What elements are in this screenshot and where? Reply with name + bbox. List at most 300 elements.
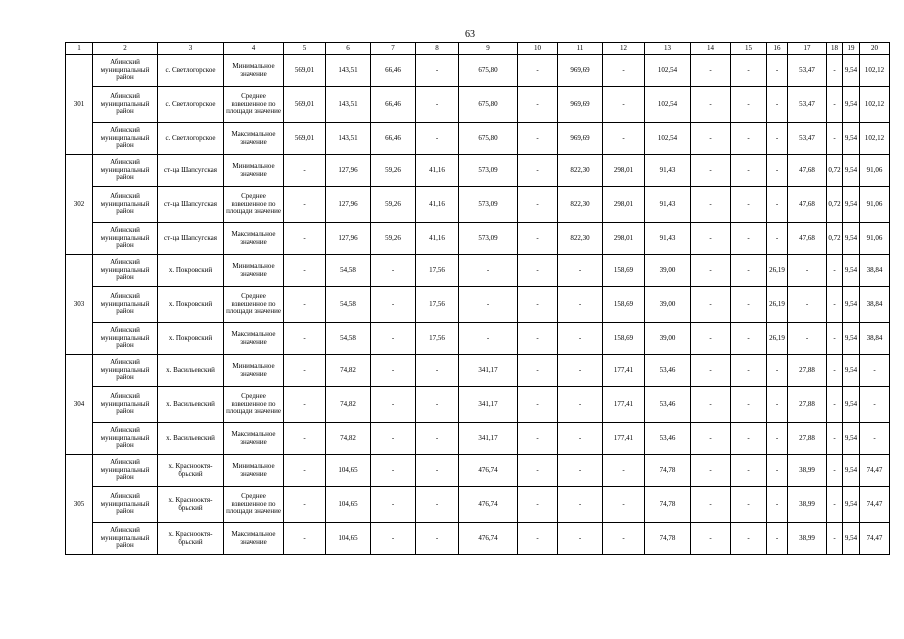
table-cell: -: [518, 187, 558, 223]
table-cell: -: [371, 455, 416, 487]
table-cell: х. Краснооктя-брьский: [158, 523, 224, 555]
table-cell: -: [416, 87, 459, 123]
table-cell: -: [767, 87, 788, 123]
table-cell: -: [827, 287, 843, 323]
table-cell: -: [827, 323, 843, 355]
table-cell: -: [731, 123, 767, 155]
table-cell: 53,46: [645, 423, 691, 455]
table-cell: 822,30: [558, 155, 603, 187]
table-cell: -: [767, 123, 788, 155]
table-cell: -: [284, 487, 326, 523]
table-cell: -: [558, 455, 603, 487]
table-cell: 569,01: [284, 55, 326, 87]
table-cell: -: [416, 523, 459, 555]
table-cell: Абинский муниципальный район: [93, 487, 158, 523]
table-cell: 102,54: [645, 55, 691, 87]
table-cell: -: [691, 223, 731, 255]
table-cell: Абинский муниципальный район: [93, 355, 158, 387]
table-row: [66, 223, 890, 255]
column-number-cell: 11: [558, 43, 603, 55]
row-id-cell: 305: [66, 455, 93, 555]
table-cell: -: [691, 155, 731, 187]
table-cell: 573,09: [459, 155, 518, 187]
table-cell: 27,88: [788, 355, 827, 387]
table-cell: -: [371, 255, 416, 287]
table-cell: -: [416, 487, 459, 523]
table-cell: 74,78: [645, 487, 691, 523]
table-cell: 104,65: [326, 455, 371, 487]
table-cell: -: [731, 523, 767, 555]
table-cell: Абинский муниципальный район: [93, 323, 158, 355]
table-cell: -: [459, 255, 518, 287]
table-cell: 9,54: [843, 255, 860, 287]
table-cell: -: [284, 423, 326, 455]
table-cell: 573,09: [459, 223, 518, 255]
table-cell: -: [416, 423, 459, 455]
table-cell: -: [827, 455, 843, 487]
table-cell: -: [731, 287, 767, 323]
table-cell: х. Васильевский: [158, 423, 224, 455]
table-cell: -: [371, 323, 416, 355]
table-cell: -: [691, 487, 731, 523]
table-cell: 91,06: [860, 155, 890, 187]
table-cell: -: [767, 187, 788, 223]
table-cell: 74,78: [645, 523, 691, 555]
table-cell: 74,47: [860, 487, 890, 523]
table-cell: -: [731, 87, 767, 123]
table-cell: 341,17: [459, 387, 518, 423]
table-cell: 47,68: [788, 155, 827, 187]
table-cell: 41,16: [416, 223, 459, 255]
table-cell: ст-ца Шапсугская: [158, 187, 224, 223]
table-cell: -: [767, 423, 788, 455]
table-cell: -: [603, 455, 645, 487]
table-row: [66, 187, 890, 223]
table-cell: 9,54: [843, 187, 860, 223]
column-number-cell: 8: [416, 43, 459, 55]
table-cell: 9,54: [843, 155, 860, 187]
table-cell: с. Светлогорское: [158, 55, 224, 87]
table-cell: 38,84: [860, 323, 890, 355]
table-cell: -: [284, 223, 326, 255]
table-cell: 38,99: [788, 523, 827, 555]
table-cell: 102,54: [645, 123, 691, 155]
table-cell: -: [827, 123, 843, 155]
row-id-cell: 302: [66, 155, 93, 255]
table-cell: -: [558, 323, 603, 355]
table-cell: 38,99: [788, 487, 827, 523]
table-cell: -: [860, 355, 890, 387]
column-number-cell: 7: [371, 43, 416, 55]
column-number-cell: 12: [603, 43, 645, 55]
table-cell: 573,09: [459, 187, 518, 223]
table-cell: -: [371, 423, 416, 455]
table-cell: 9,54: [843, 223, 860, 255]
table-cell: -: [860, 387, 890, 423]
table-cell: -: [731, 323, 767, 355]
column-number-cell: 16: [767, 43, 788, 55]
table-cell: -: [558, 355, 603, 387]
table-cell: -: [518, 387, 558, 423]
table-cell: -: [788, 323, 827, 355]
table-cell: -: [518, 87, 558, 123]
table-cell: 0,72: [827, 223, 843, 255]
table-cell: -: [284, 323, 326, 355]
table-cell: -: [284, 155, 326, 187]
table-cell: Минимальное значение: [224, 355, 284, 387]
table-cell: 298,01: [603, 187, 645, 223]
table-cell: 9,54: [843, 55, 860, 87]
table-cell: -: [767, 455, 788, 487]
table-cell: -: [827, 55, 843, 87]
table-cell: 39,00: [645, 287, 691, 323]
column-number-cell: 3: [158, 43, 224, 55]
table-row: [66, 355, 890, 387]
table-cell: -: [827, 87, 843, 123]
table-cell: 38,84: [860, 287, 890, 323]
table-cell: 822,30: [558, 223, 603, 255]
table-cell: 969,69: [558, 87, 603, 123]
table-cell: 9,54: [843, 87, 860, 123]
table-cell: Минимальное значение: [224, 155, 284, 187]
table-cell: -: [731, 223, 767, 255]
table-cell: -: [416, 55, 459, 87]
table-cell: -: [827, 423, 843, 455]
table-cell: -: [691, 287, 731, 323]
column-number-cell: 17: [788, 43, 827, 55]
table-cell: -: [691, 423, 731, 455]
table-row: [66, 523, 890, 555]
data-table: [65, 42, 890, 555]
table-row: [66, 387, 890, 423]
table-cell: -: [731, 55, 767, 87]
table-cell: -: [518, 123, 558, 155]
table-cell: -: [767, 387, 788, 423]
table-cell: Минимальное значение: [224, 255, 284, 287]
table-cell: -: [691, 455, 731, 487]
table-cell: Абинский муниципальный район: [93, 387, 158, 423]
table-cell: 17,56: [416, 323, 459, 355]
table-cell: -: [827, 523, 843, 555]
table-cell: 53,47: [788, 87, 827, 123]
table-cell: -: [518, 287, 558, 323]
table-cell: 9,54: [843, 123, 860, 155]
table-cell: -: [558, 487, 603, 523]
table-cell: 53,46: [645, 355, 691, 387]
table-cell: 177,41: [603, 423, 645, 455]
table-cell: Абинский муниципальный район: [93, 255, 158, 287]
table-cell: -: [691, 355, 731, 387]
table-cell: 9,54: [843, 355, 860, 387]
table-cell: 26,19: [767, 323, 788, 355]
table-cell: -: [691, 387, 731, 423]
table-cell: Абинский муниципальный район: [93, 523, 158, 555]
table-cell: -: [767, 355, 788, 387]
table-cell: -: [691, 123, 731, 155]
table-cell: ст-ца Шапсугская: [158, 155, 224, 187]
table-cell: 476,74: [459, 455, 518, 487]
table-cell: -: [371, 487, 416, 523]
table-cell: -: [416, 387, 459, 423]
table-cell: 59,26: [371, 223, 416, 255]
table-cell: 91,43: [645, 187, 691, 223]
table-cell: -: [827, 487, 843, 523]
table-cell: -: [731, 387, 767, 423]
table-cell: 102,12: [860, 87, 890, 123]
table-cell: -: [459, 287, 518, 323]
column-number-cell: 19: [843, 43, 860, 55]
table-cell: 9,54: [843, 287, 860, 323]
table-row: [66, 455, 890, 487]
table-cell: -: [603, 55, 645, 87]
table-cell: Среднее взвешенное по площади значение: [224, 287, 284, 323]
table-cell: Среднее взвешенное по площади значение: [224, 487, 284, 523]
table-cell: 177,41: [603, 387, 645, 423]
table-cell: Максимальное значение: [224, 323, 284, 355]
table-cell: -: [827, 355, 843, 387]
table-cell: Среднее взвешенное по площади значение: [224, 87, 284, 123]
table-cell: х. Покровский: [158, 287, 224, 323]
table-row: [66, 55, 890, 87]
column-number-cell: 18: [827, 43, 843, 55]
table-cell: -: [788, 287, 827, 323]
table-cell: 0,72: [827, 187, 843, 223]
table-cell: -: [416, 355, 459, 387]
row-id-cell: 304: [66, 355, 93, 455]
table-cell: -: [284, 287, 326, 323]
table-cell: -: [767, 223, 788, 255]
row-id-cell: 303: [66, 255, 93, 355]
row-id-cell: 301: [66, 55, 93, 155]
table-cell: -: [518, 355, 558, 387]
table-cell: х. Краснооктя-брьский: [158, 455, 224, 487]
table-row: [66, 287, 890, 323]
table-cell: х. Покровский: [158, 323, 224, 355]
table-cell: 143,51: [326, 123, 371, 155]
table-cell: 143,51: [326, 87, 371, 123]
table-cell: 177,41: [603, 355, 645, 387]
table-cell: Максимальное значение: [224, 423, 284, 455]
table-cell: 9,54: [843, 323, 860, 355]
table-cell: 59,26: [371, 155, 416, 187]
table-cell: 53,46: [645, 387, 691, 423]
column-number-cell: 5: [284, 43, 326, 55]
table-cell: Максимальное значение: [224, 123, 284, 155]
table-cell: -: [603, 87, 645, 123]
table-cell: -: [558, 423, 603, 455]
table-cell: 298,01: [603, 155, 645, 187]
table-cell: -: [827, 387, 843, 423]
table-cell: -: [284, 523, 326, 555]
column-number-cell: 1: [66, 43, 93, 55]
table-cell: 66,46: [371, 87, 416, 123]
table-cell: 91,43: [645, 223, 691, 255]
table-cell: Абинский муниципальный район: [93, 287, 158, 323]
table-cell: 102,54: [645, 87, 691, 123]
table-cell: 66,46: [371, 55, 416, 87]
column-number-cell: 2: [93, 43, 158, 55]
table-cell: 38,99: [788, 455, 827, 487]
table-cell: -: [518, 487, 558, 523]
table-cell: 127,96: [326, 223, 371, 255]
table-cell: 9,54: [843, 423, 860, 455]
table-cell: с. Светлогорское: [158, 123, 224, 155]
table-cell: 102,12: [860, 55, 890, 87]
table-cell: 66,46: [371, 123, 416, 155]
table-cell: -: [691, 187, 731, 223]
table-cell: 104,65: [326, 523, 371, 555]
table-cell: 54,58: [326, 287, 371, 323]
column-number-cell: 14: [691, 43, 731, 55]
table-cell: -: [284, 455, 326, 487]
table-cell: -: [603, 123, 645, 155]
table-cell: -: [691, 87, 731, 123]
table-cell: -: [518, 223, 558, 255]
table-cell: 47,68: [788, 223, 827, 255]
table-cell: Абинский муниципальный район: [93, 423, 158, 455]
table-cell: -: [284, 187, 326, 223]
column-number-cell: 10: [518, 43, 558, 55]
table-cell: х. Краснооктя-брьский: [158, 487, 224, 523]
column-number-cell: 4: [224, 43, 284, 55]
table-cell: -: [731, 155, 767, 187]
table-cell: 41,16: [416, 187, 459, 223]
table-cell: -: [518, 523, 558, 555]
table-cell: -: [371, 523, 416, 555]
table-cell: 74,47: [860, 455, 890, 487]
column-number-cell: 20: [860, 43, 890, 55]
table-cell: -: [767, 155, 788, 187]
table-cell: 158,69: [603, 323, 645, 355]
table-cell: 9,54: [843, 455, 860, 487]
table-cell: 91,06: [860, 223, 890, 255]
column-number-cell: 15: [731, 43, 767, 55]
table-cell: с. Светлогорское: [158, 87, 224, 123]
table-cell: -: [767, 55, 788, 87]
table-cell: -: [603, 487, 645, 523]
table-cell: -: [416, 123, 459, 155]
table-cell: 143,51: [326, 55, 371, 87]
table-cell: -: [371, 387, 416, 423]
table-row: [66, 423, 890, 455]
table-cell: 54,58: [326, 323, 371, 355]
table-cell: Абинский муниципальный район: [93, 223, 158, 255]
table-cell: 102,12: [860, 123, 890, 155]
table-cell: х. Васильевский: [158, 355, 224, 387]
table-cell: -: [459, 323, 518, 355]
table-cell: 341,17: [459, 355, 518, 387]
table-cell: -: [731, 455, 767, 487]
table-cell: Максимальное значение: [224, 523, 284, 555]
table-cell: 74,82: [326, 387, 371, 423]
table-cell: 158,69: [603, 287, 645, 323]
table-cell: 17,56: [416, 287, 459, 323]
table-cell: Абинский муниципальный район: [93, 455, 158, 487]
table-cell: 341,17: [459, 423, 518, 455]
table-cell: -: [767, 523, 788, 555]
table-cell: 54,58: [326, 255, 371, 287]
table-cell: -: [371, 355, 416, 387]
table-cell: 969,69: [558, 55, 603, 87]
column-number-row: [66, 43, 890, 55]
table-cell: -: [691, 255, 731, 287]
table-row: [66, 155, 890, 187]
table-cell: -: [731, 487, 767, 523]
table-cell: 27,88: [788, 387, 827, 423]
table-cell: 822,30: [558, 187, 603, 223]
table-cell: Абинский муниципальный район: [93, 55, 158, 87]
table-row: [66, 123, 890, 155]
column-number-cell: 9: [459, 43, 518, 55]
table-cell: -: [731, 187, 767, 223]
table-cell: -: [371, 287, 416, 323]
table-cell: Среднее взвешенное по площади значение: [224, 187, 284, 223]
table-cell: -: [558, 287, 603, 323]
column-number-cell: 13: [645, 43, 691, 55]
table-cell: -: [691, 523, 731, 555]
table-body: [66, 43, 890, 555]
table-cell: -: [416, 455, 459, 487]
table-cell: 158,69: [603, 255, 645, 287]
table-cell: -: [558, 387, 603, 423]
table-cell: 53,47: [788, 123, 827, 155]
table-cell: 91,06: [860, 187, 890, 223]
table-cell: Абинский муниципальный район: [93, 123, 158, 155]
table-cell: 59,26: [371, 187, 416, 223]
table-cell: -: [731, 355, 767, 387]
table-cell: 41,16: [416, 155, 459, 187]
table-cell: -: [767, 487, 788, 523]
table-cell: -: [827, 255, 843, 287]
table-cell: 127,96: [326, 187, 371, 223]
table-cell: -: [518, 455, 558, 487]
column-number-cell: 6: [326, 43, 371, 55]
table-cell: Минимальное значение: [224, 455, 284, 487]
table-cell: 675,80: [459, 87, 518, 123]
table-cell: ст-ца Шапсугская: [158, 223, 224, 255]
table-cell: Максимальное значение: [224, 223, 284, 255]
table-cell: -: [518, 255, 558, 287]
table-cell: 298,01: [603, 223, 645, 255]
table-cell: -: [284, 355, 326, 387]
table-row: [66, 87, 890, 123]
table-cell: 91,43: [645, 155, 691, 187]
page-number: 63: [465, 29, 475, 40]
table-cell: 38,84: [860, 255, 890, 287]
table-row: [66, 323, 890, 355]
table-cell: 74,78: [645, 455, 691, 487]
table-cell: -: [558, 523, 603, 555]
table-cell: 9,54: [843, 387, 860, 423]
table-cell: 74,82: [326, 423, 371, 455]
table-cell: х. Васильевский: [158, 387, 224, 423]
table-cell: 39,00: [645, 323, 691, 355]
table-cell: 53,47: [788, 55, 827, 87]
table-cell: -: [284, 255, 326, 287]
table-cell: 675,80: [459, 55, 518, 87]
table-cell: -: [284, 387, 326, 423]
table-cell: 27,88: [788, 423, 827, 455]
table-cell: Абинский муниципальный район: [93, 155, 158, 187]
table-cell: х. Покровский: [158, 255, 224, 287]
table-cell: -: [691, 323, 731, 355]
table-cell: -: [518, 323, 558, 355]
table-cell: 476,74: [459, 523, 518, 555]
table-cell: 47,68: [788, 187, 827, 223]
table-cell: 9,54: [843, 523, 860, 555]
table-cell: 104,65: [326, 487, 371, 523]
table-cell: 569,01: [284, 87, 326, 123]
